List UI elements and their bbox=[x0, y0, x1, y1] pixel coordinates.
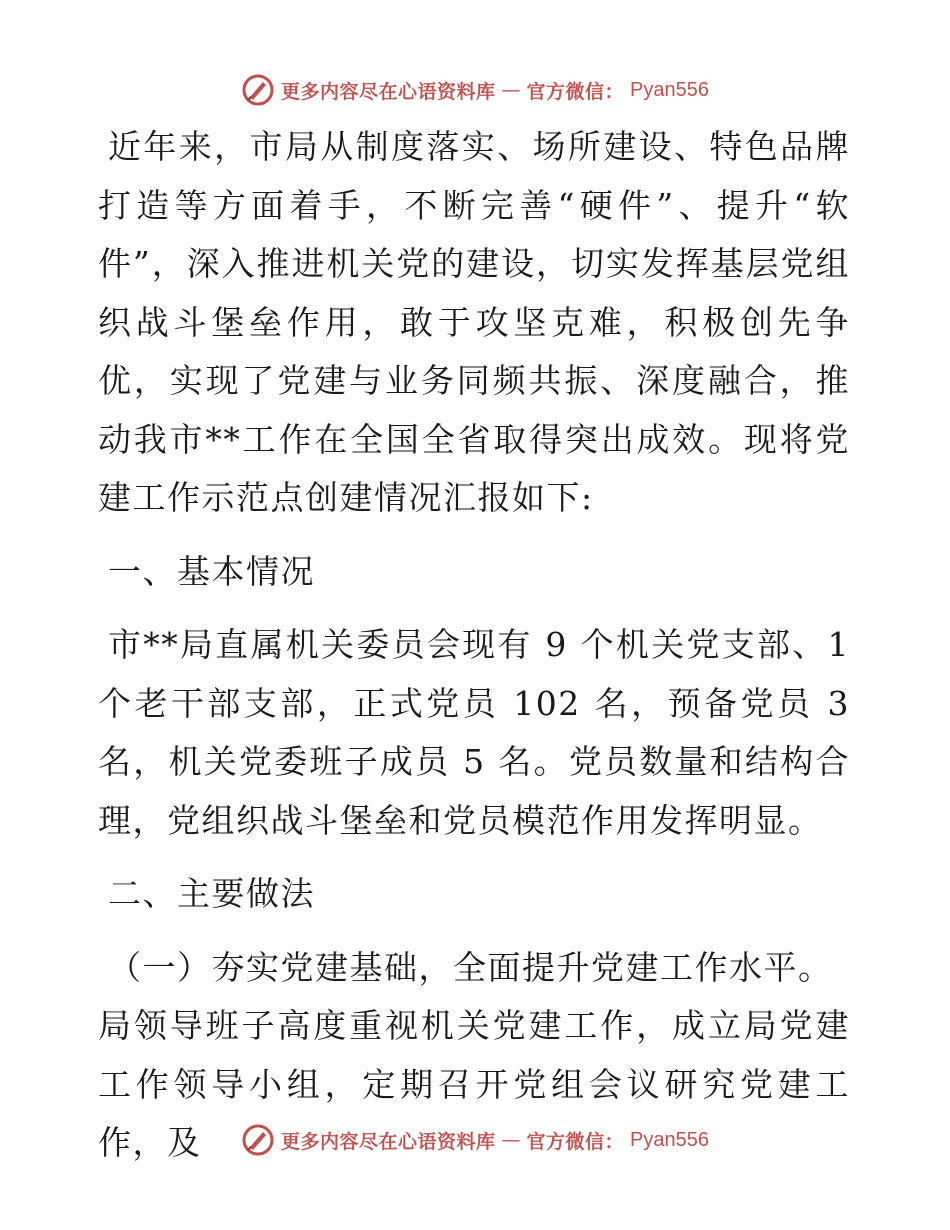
logo-icon bbox=[241, 73, 275, 107]
section-basic-paragraph: 市**局直属机关委员会现有 9 个机关党支部、1 个老干部支部，正式党员 102 名，预备党员 3 名，机关党委班子成员 5 名。党员数量和结构合理，党组织战斗堡垒和党员模范作用发挥明显。 bbox=[98, 625, 850, 840]
section-heading-methods: 二、主要做法 bbox=[108, 874, 315, 913]
intro-paragraph: 近年来，市局从制度落实、场所建设、特色品牌打造等方面着手，不断完善“硬件”、提升“软件”，深入推进机关党的建设，切实发挥基层党组织战斗堡垒作用，敢于攻坚克难，积极创先争优，实现了党建与业务同频共振、深度融合，推动我市**工作在全国全省取得突出成效。现将党建工作示范点创建情况汇报如下: bbox=[98, 127, 850, 517]
watermark-account: 官方微信： bbox=[526, 80, 625, 103]
watermark-separator: — bbox=[501, 1129, 521, 1151]
watermark-account: 官方微信： bbox=[526, 1130, 625, 1153]
subsection-foundation-paragraph: 局领导班子高度重视机关党建工作，成立局党建工作领导小组，定期召开党组会议研究党建工作，及 bbox=[98, 1006, 850, 1162]
watermark-id: Pyan556 bbox=[630, 78, 709, 101]
logo-icon bbox=[241, 1123, 275, 1157]
section-heading-basic: 一、基本情况 bbox=[108, 551, 315, 591]
subsection-heading-foundation: （一）夯实党建基础，全面提升党建工作水平。 bbox=[108, 947, 833, 987]
watermark-footer bbox=[0, 1120, 950, 1160]
watermark-text: 更多内容尽在心语资料库 bbox=[281, 1130, 496, 1153]
watermark-header bbox=[0, 70, 950, 110]
watermark-separator: — bbox=[501, 79, 521, 101]
watermark-id: Pyan556 bbox=[630, 1128, 709, 1151]
document-body bbox=[98, 118, 850, 1173]
watermark-text: 更多内容尽在心语资料库 bbox=[281, 80, 496, 103]
